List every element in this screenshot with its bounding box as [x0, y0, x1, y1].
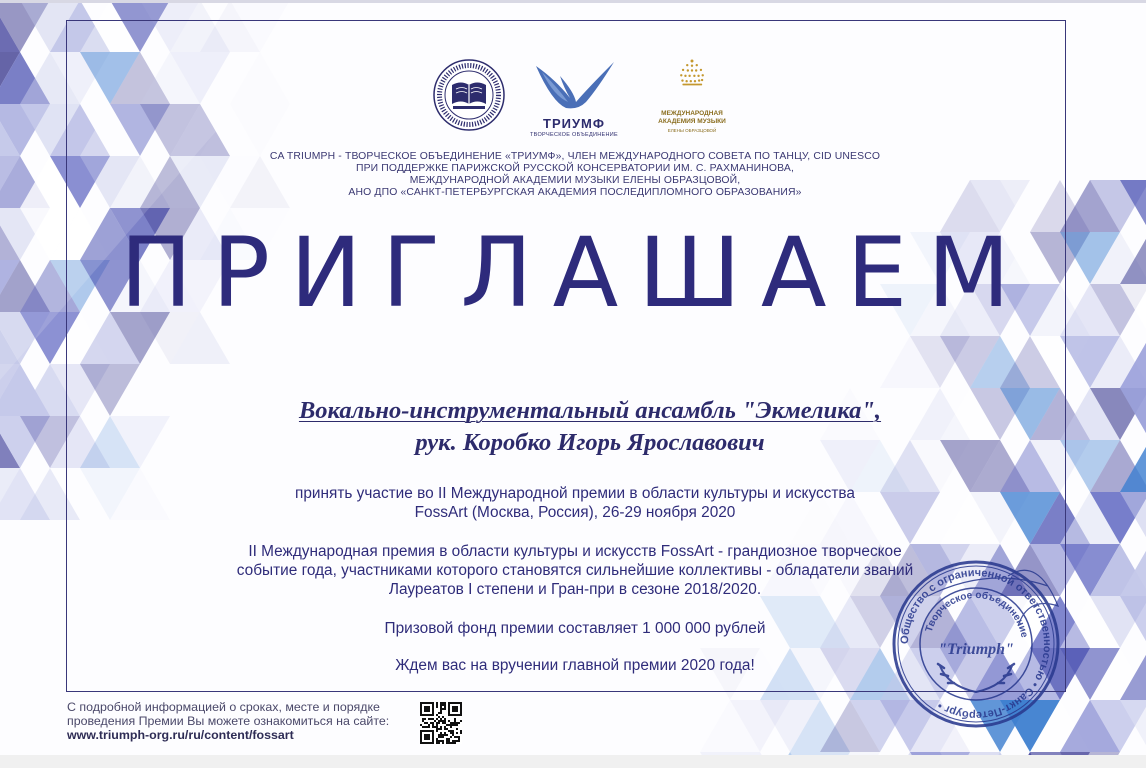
page-title: ПРИГЛАШАЕМ — [119, 217, 1031, 329]
triumph-logo-sub: ТВОРЧЕСКОЕ ОБЪЕДИНЕНИЕ — [530, 132, 618, 138]
paragraph-line: Лауреатов I степени и Гран-при в сезоне 2018/2020. — [388, 581, 762, 598]
top-edge-line — [0, 0, 1146, 3]
closing-text: Ждем вас на вручении главной премии 2020 года! — [395, 657, 755, 674]
paragraph-line: FossArt (Москва, Россия), 26-29 ноября 2020 — [414, 504, 736, 521]
footer-info-line: С подробной информацией о сроках, месте и порядке — [67, 700, 380, 714]
round-seal-stamp — [888, 556, 1064, 732]
header-line: CA TRIUMPH - ТВОРЧЕСКОЕ ОБЪЕДИНЕНИЕ «ТРИУМФ», ЧЛЕН МЕЖДУНАРОДНОГО СОВЕТА ПО ТАНЦУ, CID UNESCO — [269, 151, 881, 162]
bottom-band — [0, 755, 1146, 768]
logo-row — [0, 58, 1146, 148]
prize-fund-text: Призовой фонд премии составляет 1 000 000 рублей — [384, 620, 766, 637]
crown-logo — [650, 58, 734, 108]
header-line: ПРИ ПОДДЕРЖКЕ ПАРИЖСКОЙ РУССКОЙ КОНСЕРВАТОРИИ ИМ. С. РАХМАНИНОВА, — [355, 163, 795, 174]
paragraph-line: событие года, участниками которого становятся сильнейшие коллективы - обладатели званий — [236, 562, 914, 579]
recipient-name: Вокально-инструментальный ансамбль "Экмелика", — [298, 397, 882, 424]
paragraph-line: II Международная премия в области культуры и искусств FossArt - грандиозное творческое — [248, 543, 902, 560]
footer-info — [67, 700, 389, 728]
invitation-paragraph — [150, 484, 1000, 522]
recipient-leader: рук. Коробко Игорь Ярославович — [415, 429, 765, 456]
stamp-ring-text: Общество с ограниченной ответственностью • Санкт-Петербург • — [898, 566, 1054, 722]
recipient-block — [190, 395, 990, 459]
header-line: АНО ДПО «САНКТ-ПЕТЕРБУРГСКАЯ АКАДЕМИЯ ПОСЛЕДИПЛОМНОГО ОБРАЗОВАНИЯ» — [348, 187, 802, 198]
academy-book-emblem — [432, 58, 506, 132]
paragraph-line: принять участие во II Международной премии в области культуры и искусства — [295, 485, 855, 502]
triumph-logo-name: ТРИУМФ — [543, 116, 605, 131]
qr-code-icon[interactable] — [420, 702, 462, 744]
academy-logo-name: МЕЖДУНАРОДНАЯ АКАДЕМИЯ МУЗЫКИ — [658, 110, 726, 125]
organizer-header — [180, 151, 970, 199]
stamp-center-text: "Triumph" — [938, 641, 1014, 658]
svg-text:Творческое объединение — [924, 589, 1030, 639]
stamp-inner-text: Творческое объединение — [923, 589, 1030, 639]
description-paragraph — [150, 542, 1000, 599]
header-line: МЕЖДУНАРОДНОЙ АКАДЕМИИ МУЗЫКИ ЕЛЕНЫ ОБРАЗЦОВОЙ, — [409, 175, 741, 186]
academy-logo-sub: ЕЛЕНЫ ОБРАЗЦОВОЙ — [667, 128, 717, 133]
footer-info-line: проведения Премии Вы можете ознакомиться на сайте: — [67, 714, 390, 728]
website-link[interactable]: www.triumph-org.ru/ru/content/fossart — [67, 728, 294, 742]
